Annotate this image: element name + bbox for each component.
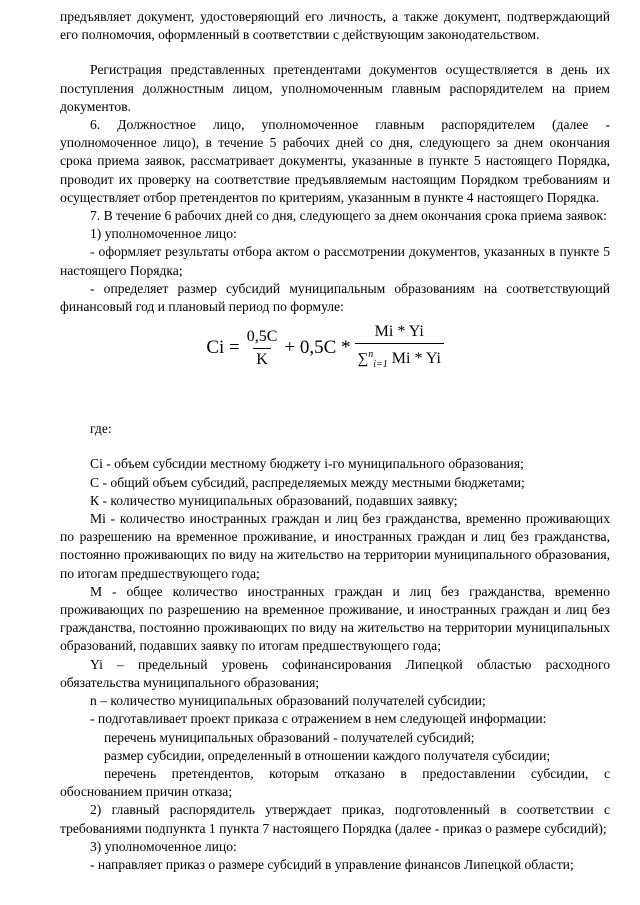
paragraph: - определяет размер субсидий муниципальным образованиям на соответствующий финансовый год и плановый период по формуле:: [60, 280, 610, 315]
paragraph: Регистрация представленных претендентами документов осуществляется в день их поступления должностным лицом, уполномоченным главным распорядителем на прием документов.: [60, 62, 610, 114]
paragraph: - направляет приказ о размере субсидий в управление финансов Липецкой области;: [90, 856, 574, 872]
formula-fraction-1: [244, 328, 281, 369]
paragraph: 6. Должностное лицо, уполномоченное главным распорядителем (далее - уполномоченное лицо), в течение 5 рабочих дней со дня, следующего за днем окончания срока приема заявок, рассматривает документы, указанные в пункте 5 настоящего Порядка, проводит их проверку на соответствие предъявляемым настоящим Порядком требованиям и осуществляет отбор претендентов по критериям, указанным в пункте 4 настоящего Порядка.: [60, 117, 610, 205]
fraction-1-denominator: K: [253, 348, 271, 369]
list-item: перечень претендентов, которым отказано в предоставлении субсидии, с обоснованием причин отказа;: [60, 765, 610, 800]
formula-fraction-2: [355, 323, 444, 374]
paragraph: - подготавливает проект приказа с отражением в нем следующей информации:: [90, 711, 547, 727]
paragraph: 7. В течение 6 рабочих дней со дня, следующего за днем окончания срока приема заявок:: [90, 208, 607, 224]
paragraph: 2) главный распорядитель утверждает приказ, подготовленный в соответствии с требованиями подпункта 1 пункта 7 настоящего Порядка (далее - приказ о размере субсидий);: [60, 802, 610, 836]
definition-c: С - общий объем субсидий, распределяемых между местными бюджетами;: [90, 474, 525, 490]
definition-ci: Ci - объем субсидии местному бюджету i-го муниципального образования;: [90, 456, 524, 472]
fraction-1-numerator: 0,5C: [246, 327, 278, 345]
definition-k: К - количество муниципальных образований, подавших заявку;: [90, 492, 458, 508]
paragraph: 3) уполномоченное лицо:: [90, 838, 237, 854]
definition-yi: Yi – предельный уровень софинансирования Липецкой областью расходного обязательства муниципального образования;: [60, 656, 610, 690]
list-item: размер субсидии, определенный в отношении каждого получателя субсидии;: [104, 747, 551, 763]
list-item: перечень муниципальных образований - получателей субсидий;: [104, 729, 475, 745]
fraction-2-denominator: ∑$^n_{i=1}$ Mi * Yi: [355, 343, 444, 374]
document-body: [60, 8, 610, 874]
fraction-2-numerator: Mi * Yi: [374, 322, 424, 340]
formula-middle: + 0,5C *: [284, 337, 351, 359]
paragraph: 1) уполномоченное лицо:: [90, 226, 237, 242]
subsidy-formula: [60, 316, 610, 380]
paragraph: где:: [90, 421, 112, 437]
definition-m: М - общее количество иностранных граждан и лиц без гражданства, временно проживающих по разрешению на временное проживание, и иностранных граждан и лиц без гражданства, постоянно проживающих по виду на жительство на территории муниципальных образований, подавших заявку по итогам предшествующего года;: [60, 583, 610, 654]
formula-lhs: Ci =: [206, 337, 240, 359]
paragraph: - оформляет результаты отбора актом о рассмотрении документов, указанных в пункте 5 настоящего Порядка;: [60, 244, 610, 278]
definition-mi: Mi - количество иностранных граждан и лиц без гражданства, временно проживающих по разрешению на временное проживание, и иностранных граждан и лиц без гражданства, постоянно проживающих по виду на жительство на территории муниципального образования, по итогам предшествующего года;: [60, 511, 610, 581]
paragraph: предъявляет документ, удостоверяющий его личность, а также документ, подтверждающий его полномочия, оформленный в соответствии с действующим законодательством.: [60, 9, 610, 43]
definition-n: n – количество муниципальных образований получателей субсидии;: [90, 693, 486, 709]
sum-symbol: ∑$^n_{i=1}$: [357, 348, 388, 370]
